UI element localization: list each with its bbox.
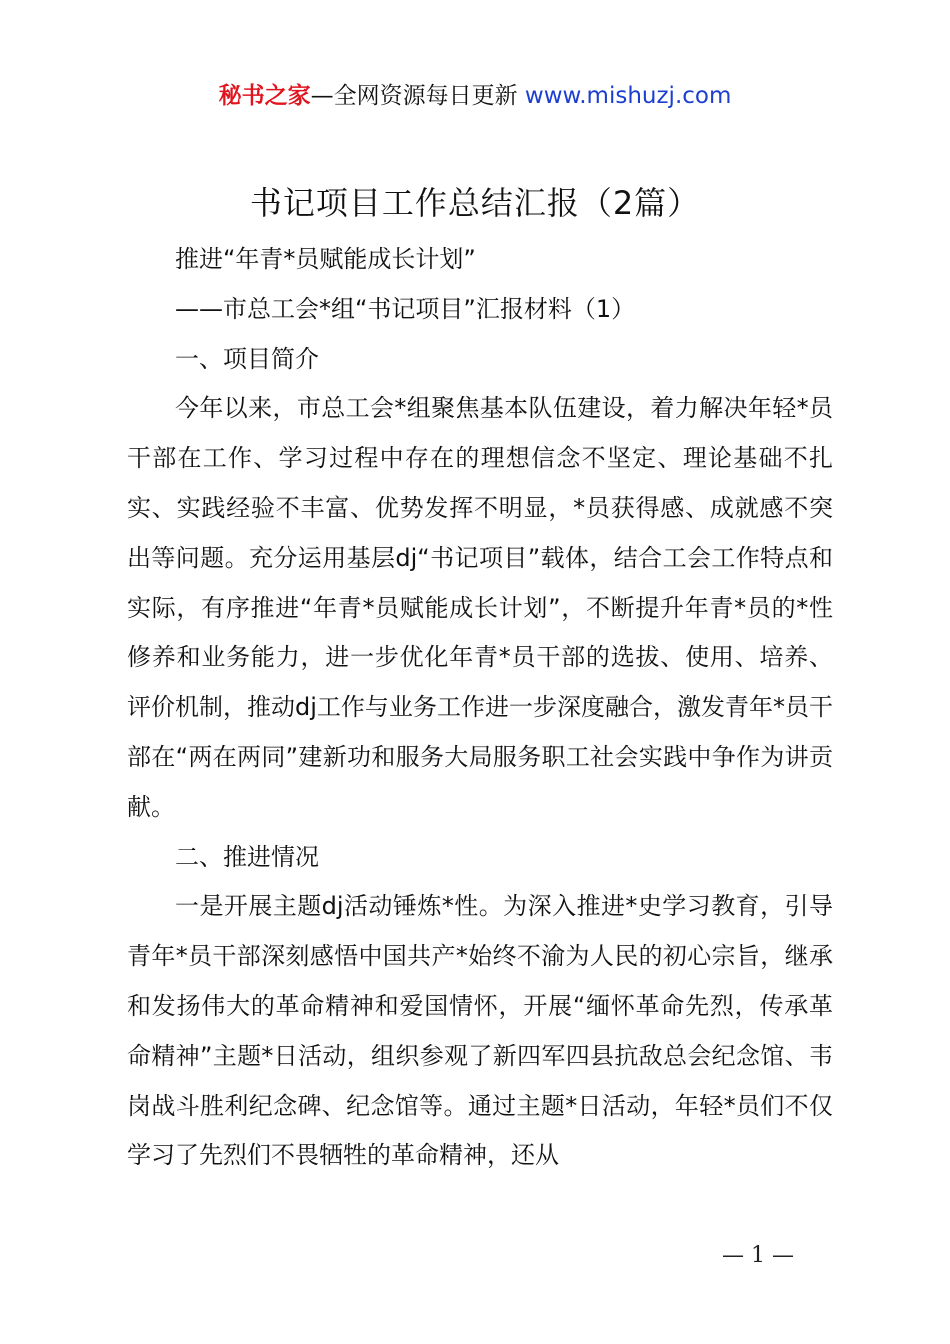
subtitle: 推进“年青*员赋能成长计划” xyxy=(175,245,476,273)
document-body xyxy=(127,235,833,1181)
page-number: — 1 — xyxy=(722,1243,794,1268)
site-header xyxy=(0,80,950,112)
site-url: www.mishuzj.com xyxy=(524,83,732,109)
section-heading: 二、推进情况 xyxy=(175,842,319,871)
section-heading: 一、项目简介 xyxy=(175,344,319,373)
document-title: 书记项目工作总结汇报（2篇） xyxy=(249,184,701,222)
body-paragraph: 今年以来，市总工会*组聚焦基本队伍建设，着力解决年轻*员干部在工作、学习过程中存在的理想信念不坚定、理论基础不扎实、实践经验不丰富、优势发挥不明显，*员获得感、成就感不突出等问题。充分运用基层dj“书记项目”载体，结合工会工作特点和实际，有序推进“年青*员赋能成长计划”，不断提升年青*员的*性修养和业务能力，进一步优化年青*员干部的选拔、使用、培养、评价机制，推动dj工作与业务工作进一步深度融合，激发青年*员干部在“两在两同”建新功和服务大局服务职工社会实践中争作为讲贡献。 xyxy=(127,394,833,821)
header-slogan: —全网资源每日更新 xyxy=(310,83,525,109)
body-paragraph: 一是开展主题dj活动锤炼*性。为深入推进*史学习教育，引导青年*员干部深刻感悟中国共产*始终不渝为人民的初心宗旨，继承和发扬伟大的革命精神和爱国情怀，开展“缅怀革命先烈，传承革命精神”主题*日活动，组织参观了新四军四县抗敌总会纪念馆、韦岗战斗胜利纪念碑、纪念馆等。通过主题*日活动，年轻*员们不仅学习了先烈们不畏牺牲的革命精神，还从 xyxy=(127,892,833,1170)
subtitle-source: ——市总工会*组“书记项目”汇报材料（1） xyxy=(175,294,636,323)
brand-name: 秘书之家 xyxy=(218,83,311,109)
